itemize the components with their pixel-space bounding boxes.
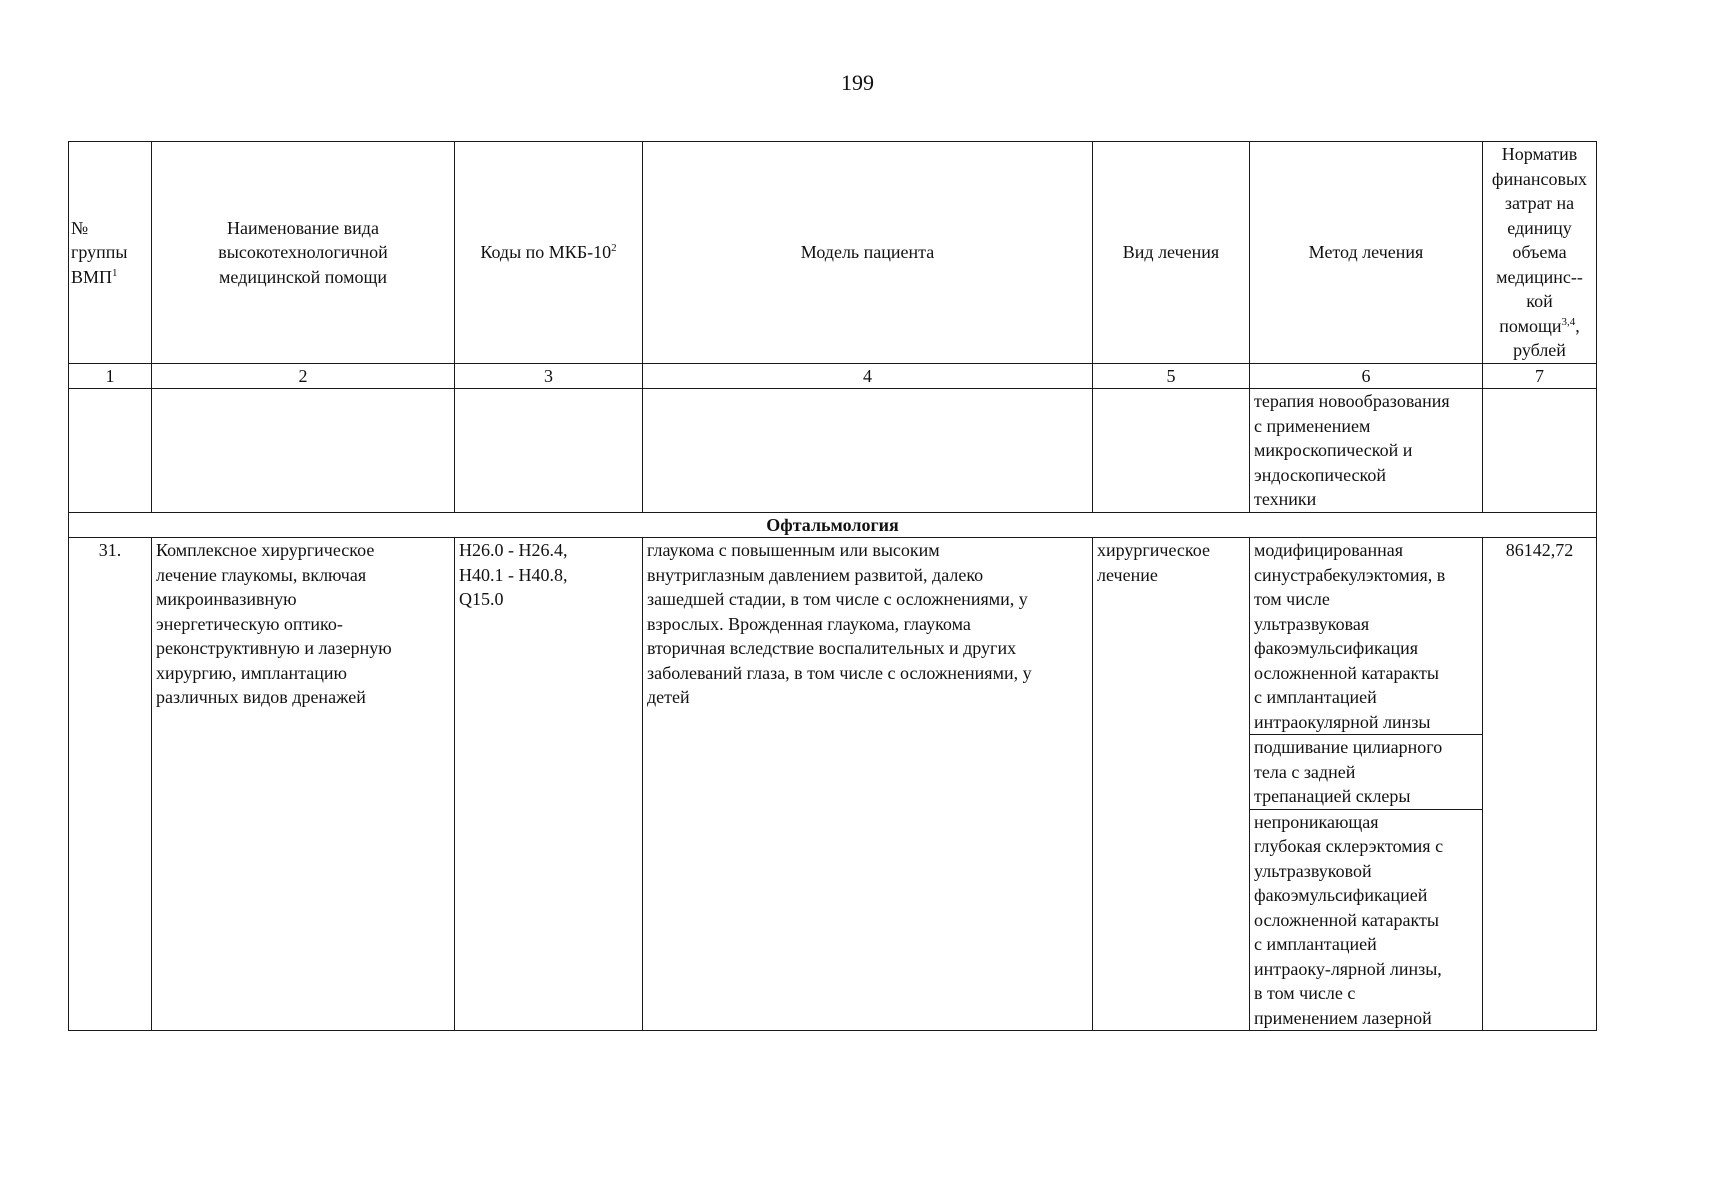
column-number: 7 [1483, 363, 1597, 389]
header-col4-text: Модель пациента [800, 242, 935, 262]
header-col1-text: № группы ВМП [71, 217, 128, 287]
method-item: модифицированная синустрабекулэктомия, в том числе ультразвуковая факоэмульсификация осложненной катаракты с имплантацией интраокулярной линзы [1254, 540, 1446, 732]
column-number: 3 [455, 363, 643, 389]
column-numbers-row [69, 363, 1597, 389]
header-service-name [152, 142, 455, 364]
cost-norm: 86142,72 [1483, 538, 1597, 1031]
column-number: 2 [152, 363, 455, 389]
header-treatment-type [1093, 142, 1250, 364]
header-col7-tail: , рублей [1513, 315, 1580, 360]
section-title: Офтальмология [69, 512, 1597, 538]
continuation-row [69, 389, 1597, 513]
header-col2-text: Наименование вида высокотехнологичной медицинской помощи [218, 217, 388, 287]
header-treatment-method [1250, 142, 1483, 364]
header-col3-text: Коды по МКБ-10 [480, 242, 612, 262]
treatment-type: хирургическое лечение [1093, 538, 1250, 1031]
column-number: 4 [643, 363, 1093, 389]
header-patient-model [643, 142, 1093, 364]
section-row [69, 512, 1597, 538]
treatment-methods [1250, 538, 1483, 1031]
table-row [69, 538, 1597, 1031]
patient-model: глаукома с повышенным или высоким внутриглазным давлением развитой, далеко зашедшей стадии, в том числе с осложнениями, у взрослых. Врожденная глаукома, глаукома вторичная вследствие воспалительных и других заболеваний глаза, в том числе с осложнениями, у детей [643, 538, 1093, 1031]
empty-cell [1093, 389, 1250, 513]
header-group-number [69, 142, 152, 364]
method-item: подшивание цилиарного тела с задней трепанацией склеры [1250, 734, 1482, 809]
footnote-1: 1 [112, 266, 118, 279]
empty-cell [69, 389, 152, 513]
table-header-row [69, 142, 1597, 364]
method-item: непроникающая глубокая склерэктомия с ультразвуковой факоэмульсификацией осложненной катаракты с имплантацией интраоку-лярной линзы, в том числе с применением лазерной [1250, 809, 1482, 1031]
column-number: 1 [69, 363, 152, 389]
icd-codes: H26.0 - H26.4, H40.1 - H40.8, Q15.0 [455, 538, 643, 1031]
footnote-3-4: 3,4 [1561, 315, 1576, 328]
header-cost-norm [1483, 142, 1597, 364]
continuation-method: терапия новообразования с применением микроскопической и эндоскопической техники [1250, 389, 1483, 513]
group-number: 31. [69, 538, 152, 1031]
empty-cell [152, 389, 455, 513]
header-col5-text: Вид лечения [1122, 242, 1220, 262]
footnote-2: 2 [611, 242, 617, 254]
empty-cell [643, 389, 1093, 513]
page-number: 199 [841, 70, 874, 95]
empty-cell [455, 389, 643, 513]
service-name: Комплексное хирургическое лечение глаукомы, включая микроинвазивную энергетическую оптико- реконструктивную и лазерную хирургию, имплантацию различных видов дренажей [152, 538, 455, 1031]
empty-cell [1483, 389, 1597, 513]
header-col6-text: Метод лечения [1308, 242, 1424, 262]
vmp-table [68, 141, 1597, 1031]
column-number: 6 [1250, 363, 1483, 389]
header-col7-text: Норматив финансовых затрат на единицу объема медицинс-- кой помощи [1491, 144, 1588, 336]
column-number: 5 [1093, 363, 1250, 389]
header-icd-codes [455, 142, 643, 364]
